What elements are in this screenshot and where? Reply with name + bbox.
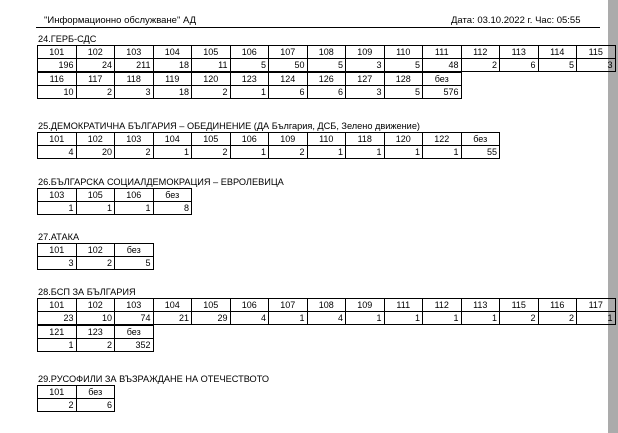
- section-code-cell: 106: [230, 46, 269, 59]
- header-divider: [36, 27, 600, 28]
- vote-count-cell: 2: [500, 312, 539, 325]
- section-code-cell: 117: [76, 73, 115, 86]
- vote-count-cell: 11: [192, 59, 231, 72]
- section-code-cell: 109: [269, 133, 308, 146]
- vote-count-cell: 24: [76, 59, 115, 72]
- section-code-cell: 117: [577, 299, 616, 312]
- vote-count-cell: 1: [76, 202, 115, 215]
- section-code-cell: 119: [153, 73, 192, 86]
- section-code-row: [38, 244, 154, 257]
- section-code-cell: 105: [76, 189, 115, 202]
- vote-count-cell: 2: [115, 146, 154, 159]
- party-title: 25.ДЕМОКРАТИЧНА БЪЛГАРИЯ – ОБЕДИНЕНИЕ (ДА България, ДСБ, Зелено движение): [38, 121, 420, 131]
- vote-count-cell: 4: [230, 312, 269, 325]
- section-code-cell: 105: [192, 299, 231, 312]
- section-code-cell: 103: [115, 133, 154, 146]
- section-code-cell: 101: [38, 46, 77, 59]
- vote-count-cell: 3: [577, 59, 616, 72]
- vote-count-cell: 1: [230, 86, 269, 99]
- section-code-cell: 105: [192, 133, 231, 146]
- vote-count-row: [38, 146, 500, 159]
- section-code-cell: 126: [307, 73, 346, 86]
- vote-count-row: [38, 312, 616, 325]
- vote-count-cell: 5: [115, 257, 154, 270]
- vote-count-cell: 1: [230, 146, 269, 159]
- section-code-cell: 106: [230, 133, 269, 146]
- results-table: [37, 325, 154, 352]
- vote-count-cell: 6: [500, 59, 539, 72]
- vote-count-cell: 4: [307, 312, 346, 325]
- vote-count-cell: 1: [384, 146, 423, 159]
- vote-count-cell: 2: [76, 257, 115, 270]
- section-code-cell: 107: [269, 299, 308, 312]
- section-code-cell: 103: [115, 46, 154, 59]
- vote-count-cell: 1: [384, 312, 423, 325]
- vote-count-cell: 1: [423, 146, 462, 159]
- vote-count-cell: 1: [153, 146, 192, 159]
- party-section: [37, 121, 500, 159]
- party-title: 29.РУСОФИЛИ ЗА ВЪЗРАЖДАНЕ НА ОТЕЧЕСТВОТО: [38, 374, 270, 384]
- party-section: [37, 34, 616, 99]
- section-code-cell: 111: [423, 46, 462, 59]
- vote-count-cell: 10: [76, 312, 115, 325]
- results-table: [37, 298, 616, 325]
- vote-count-cell: 18: [153, 59, 192, 72]
- section-code-cell: 101: [38, 244, 77, 257]
- section-code-cell: 103: [115, 299, 154, 312]
- vote-count-cell: 5: [230, 59, 269, 72]
- vote-count-cell: 5: [384, 86, 423, 99]
- section-code-cell: 113: [461, 299, 500, 312]
- vote-count-cell: 20: [76, 146, 115, 159]
- vote-count-cell: 3: [38, 257, 77, 270]
- section-code-row: [38, 299, 616, 312]
- vote-count-cell: 10: [38, 86, 77, 99]
- section-code-cell: 116: [38, 73, 77, 86]
- section-code-cell: 102: [76, 46, 115, 59]
- vote-count-cell: 5: [384, 59, 423, 72]
- party-title: 28.БСП ЗА БЪЛГАРИЯ: [38, 287, 136, 297]
- section-code-cell: 104: [153, 46, 192, 59]
- vote-count-cell: 1: [269, 312, 308, 325]
- vote-count-cell: 5: [538, 59, 577, 72]
- vote-count-cell: 6: [269, 86, 308, 99]
- section-code-cell: 105: [192, 46, 231, 59]
- section-code-cell: 106: [230, 299, 269, 312]
- section-code-row: [38, 46, 616, 59]
- section-code-cell: 111: [384, 299, 423, 312]
- section-code-cell: 108: [307, 299, 346, 312]
- vote-count-cell: 1: [346, 146, 385, 159]
- section-code-cell: 101: [38, 386, 77, 399]
- section-code-cell: без: [115, 326, 154, 339]
- section-code-cell: без: [461, 133, 500, 146]
- vote-count-cell: 3: [115, 86, 154, 99]
- section-code-cell: 102: [76, 244, 115, 257]
- vote-count-cell: 1: [423, 312, 462, 325]
- vote-count-cell: 1: [307, 146, 346, 159]
- results-table: [37, 243, 154, 270]
- section-code-row: [38, 133, 500, 146]
- section-code-cell: 127: [346, 73, 385, 86]
- party-section: [37, 287, 616, 352]
- results-table: [37, 72, 462, 99]
- vote-count-cell: 1: [346, 312, 385, 325]
- vote-count-cell: 2: [76, 339, 115, 352]
- party-title: 27.АТАКА: [38, 232, 80, 242]
- section-code-cell: 104: [153, 133, 192, 146]
- vote-count-cell: 2: [38, 399, 77, 412]
- results-table: [37, 385, 115, 412]
- section-code-cell: 109: [346, 299, 385, 312]
- vote-count-cell: 50: [269, 59, 308, 72]
- vote-count-cell: 352: [115, 339, 154, 352]
- section-code-cell: 113: [500, 46, 539, 59]
- results-table: [37, 188, 192, 215]
- vote-count-cell: 23: [38, 312, 77, 325]
- section-code-cell: 112: [461, 46, 500, 59]
- section-code-cell: 118: [346, 133, 385, 146]
- section-code-cell: 118: [115, 73, 154, 86]
- vote-count-cell: 1: [115, 202, 154, 215]
- vote-count-cell: 196: [38, 59, 77, 72]
- section-code-row: [38, 386, 115, 399]
- vote-count-cell: 74: [115, 312, 154, 325]
- vote-count-cell: 2: [461, 59, 500, 72]
- section-code-row: [38, 73, 462, 86]
- vote-count-cell: 48: [423, 59, 462, 72]
- party-title: 24.ГЕРБ-СДС: [38, 34, 97, 44]
- vote-count-cell: 576: [423, 86, 462, 99]
- results-table: [37, 45, 616, 72]
- section-code-cell: без: [76, 386, 115, 399]
- section-code-cell: 120: [192, 73, 231, 86]
- vote-count-cell: 211: [115, 59, 154, 72]
- vote-count-row: [38, 59, 616, 72]
- section-code-cell: 122: [423, 133, 462, 146]
- vote-count-cell: 2: [269, 146, 308, 159]
- section-code-cell: 102: [76, 299, 115, 312]
- vote-count-cell: 3: [346, 59, 385, 72]
- section-code-cell: 116: [538, 299, 577, 312]
- vote-count-cell: 55: [461, 146, 500, 159]
- section-code-cell: 121: [38, 326, 77, 339]
- results-table: [37, 132, 500, 159]
- vote-count-cell: 2: [538, 312, 577, 325]
- section-code-cell: 109: [346, 46, 385, 59]
- vote-count-cell: 8: [153, 202, 192, 215]
- vote-count-cell: 1: [38, 202, 77, 215]
- vote-count-cell: 2: [76, 86, 115, 99]
- vote-count-cell: 3: [346, 86, 385, 99]
- party-section: [37, 374, 269, 412]
- vote-count-row: [38, 339, 154, 352]
- party-title: 26.БЪЛГАРСКА СОЦИАЛДЕМОКРАЦИЯ – ЕВРОЛЕВИЦА: [38, 177, 284, 187]
- section-code-cell: 123: [230, 73, 269, 86]
- vote-count-cell: 1: [577, 312, 616, 325]
- vote-count-cell: 18: [153, 86, 192, 99]
- section-code-cell: 128: [384, 73, 423, 86]
- section-code-cell: 123: [76, 326, 115, 339]
- vote-count-cell: 6: [76, 399, 115, 412]
- vote-count-cell: 6: [307, 86, 346, 99]
- section-code-cell: 114: [538, 46, 577, 59]
- section-code-cell: без: [153, 189, 192, 202]
- party-section: [37, 232, 154, 270]
- section-code-cell: 110: [307, 133, 346, 146]
- section-code-cell: без: [423, 73, 462, 86]
- section-code-cell: 104: [153, 299, 192, 312]
- section-code-cell: 124: [269, 73, 308, 86]
- vote-count-row: [38, 257, 154, 270]
- section-code-row: [38, 326, 154, 339]
- vote-count-cell: 1: [38, 339, 77, 352]
- section-code-cell: 112: [423, 299, 462, 312]
- section-code-cell: 106: [115, 189, 154, 202]
- section-code-cell: 102: [76, 133, 115, 146]
- section-code-cell: 101: [38, 299, 77, 312]
- vote-count-cell: 2: [192, 146, 231, 159]
- section-code-cell: 103: [38, 189, 77, 202]
- section-code-cell: 110: [384, 46, 423, 59]
- section-code-cell: 108: [307, 46, 346, 59]
- vote-count-row: [38, 202, 192, 215]
- vote-count-row: [38, 399, 115, 412]
- section-code-row: [38, 189, 192, 202]
- section-code-cell: без: [115, 244, 154, 257]
- party-section: [37, 177, 284, 215]
- company-name: "Информационно обслужване" АД: [44, 15, 197, 26]
- vote-count-cell: 5: [307, 59, 346, 72]
- section-code-cell: 120: [384, 133, 423, 146]
- vote-count-cell: 1: [461, 312, 500, 325]
- report-datetime: Дата: 03.10.2022 г. Час: 05:55: [451, 15, 581, 26]
- section-code-cell: 107: [269, 46, 308, 59]
- section-code-cell: 101: [38, 133, 77, 146]
- vote-count-cell: 21: [153, 312, 192, 325]
- vote-count-cell: 2: [192, 86, 231, 99]
- section-code-cell: 115: [500, 299, 539, 312]
- section-code-cell: 115: [577, 46, 616, 59]
- vote-count-row: [38, 86, 462, 99]
- vote-count-cell: 29: [192, 312, 231, 325]
- vote-count-cell: 4: [38, 146, 77, 159]
